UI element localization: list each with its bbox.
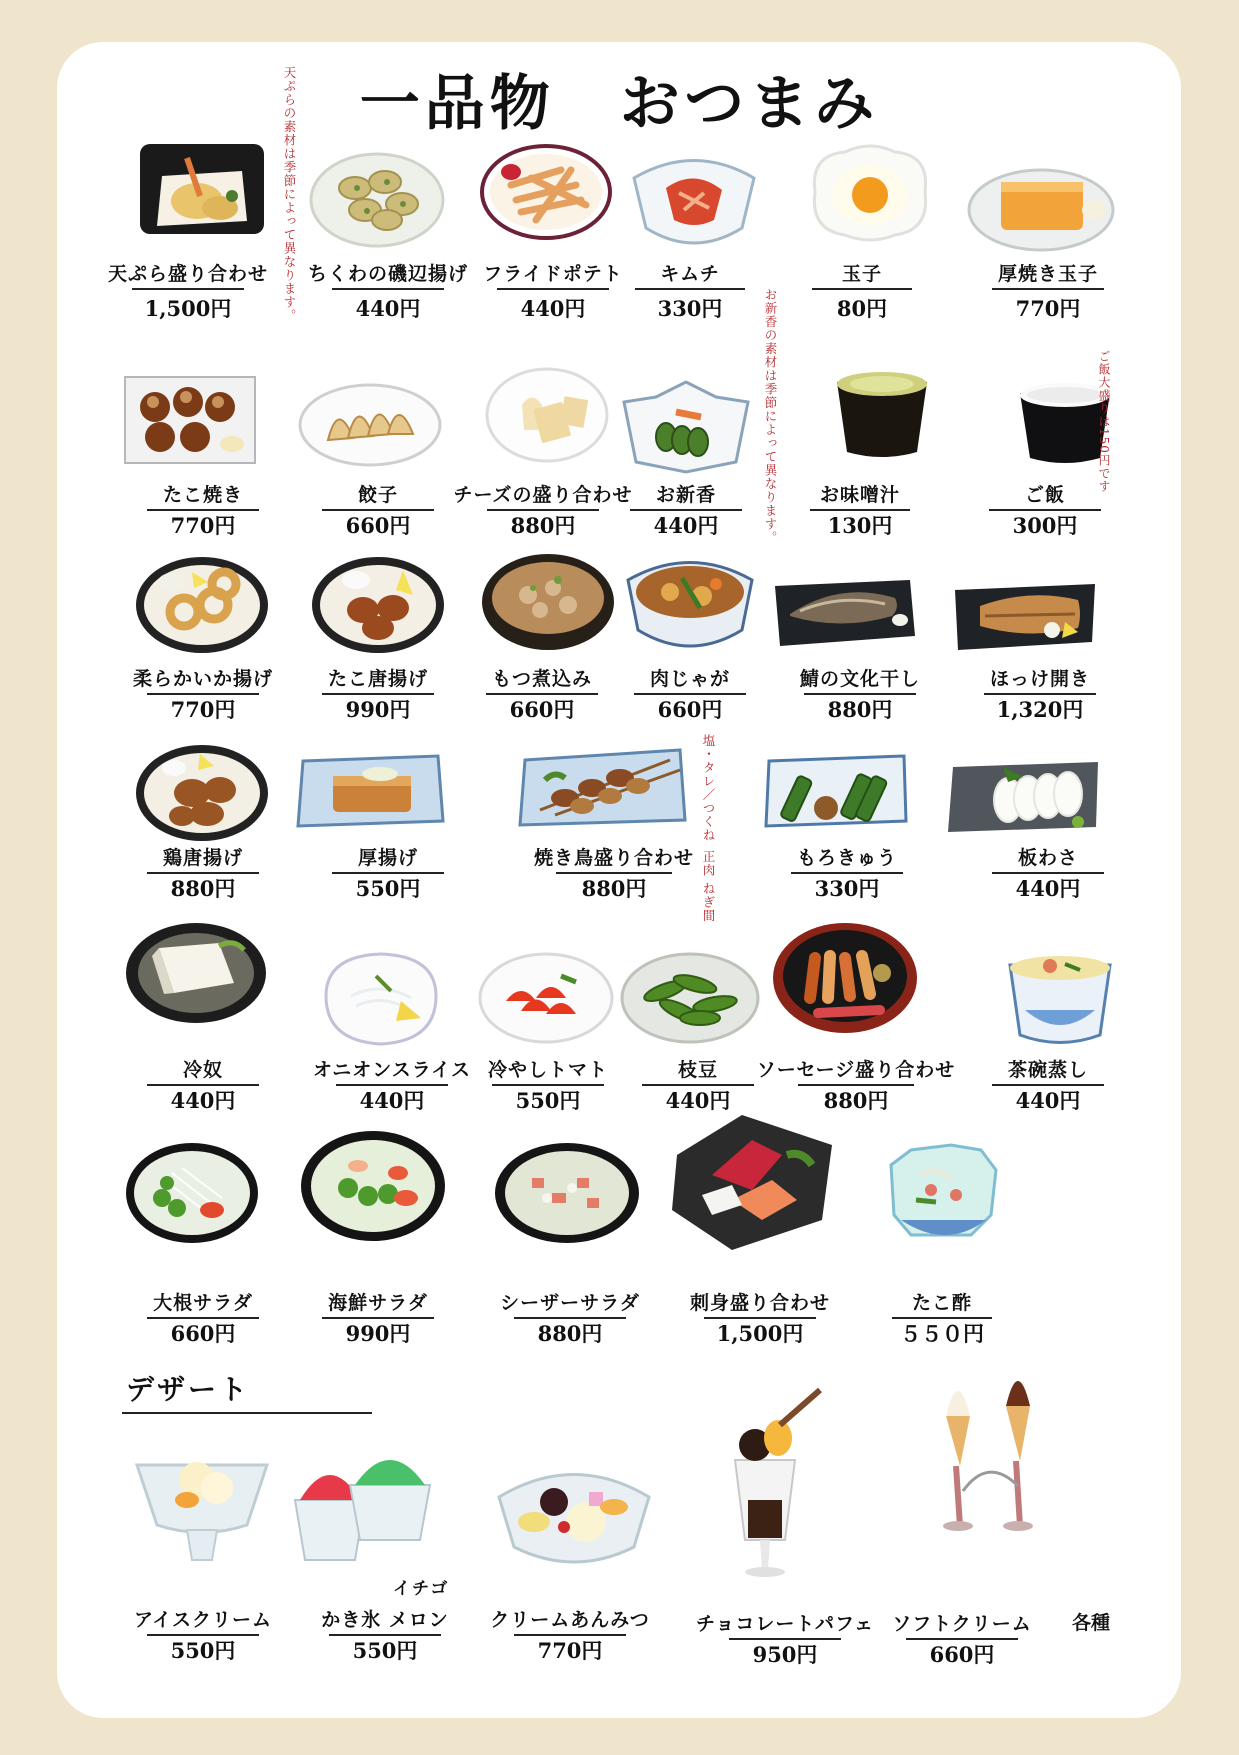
item-price: 990円 — [345, 697, 411, 722]
chilled-tomato-photo — [476, 946, 616, 1056]
item-price: 660円 — [170, 1321, 236, 1346]
saba-photo — [770, 566, 940, 650]
item-price: 440円 — [355, 296, 421, 321]
item-underline — [514, 1634, 626, 1636]
item-price: 550円 — [352, 1638, 418, 1663]
item-name: チョコレートパフェ — [695, 1613, 875, 1635]
item-name: かき氷 メロン — [321, 1609, 449, 1631]
item-price: 330円 — [814, 876, 880, 901]
item-name: 海鮮サラダ — [328, 1292, 428, 1314]
takoyaki-photo — [120, 362, 270, 472]
item-underline — [812, 288, 912, 290]
ice-cream-photo — [132, 1440, 272, 1570]
gyoza-photo — [298, 370, 458, 464]
seafood-salad-photo — [298, 1128, 463, 1258]
item-name: 餃子 — [357, 484, 399, 506]
item-name: 板わさ — [1017, 847, 1079, 869]
item-price: 770円 — [170, 697, 236, 722]
item-price: 880円 — [510, 513, 576, 538]
item-underline — [332, 872, 444, 874]
item-name: 柔らかいか揚げ — [132, 668, 274, 690]
nikujaga-photo — [620, 550, 760, 660]
item-price: 440円 — [665, 1088, 731, 1113]
item-price: 550円 — [170, 1638, 236, 1663]
item-price: 880円 — [170, 876, 236, 901]
item-underline — [322, 1317, 434, 1319]
item-underline — [147, 1634, 259, 1636]
atsuage-photo — [298, 746, 468, 836]
item-price: 440円 — [170, 1088, 236, 1113]
item-underline — [635, 288, 745, 290]
item-underline — [329, 1634, 441, 1636]
item-underline — [642, 1084, 754, 1086]
item-underline — [336, 1084, 448, 1086]
item-name: 大根サラダ — [153, 1292, 253, 1314]
soft-cream-photo — [918, 1376, 1068, 1556]
item-name: キムチ — [660, 263, 720, 285]
item-price: 300円 — [1012, 513, 1078, 538]
item-name: 冷やしトマト — [487, 1059, 609, 1081]
item-price: 950円 — [752, 1642, 818, 1667]
item-price: 130円 — [827, 513, 893, 538]
item-price: 1,500円 — [716, 1321, 804, 1346]
item-price: 880円 — [537, 1321, 603, 1346]
item-name: 鯖の文化干し — [799, 668, 921, 690]
item-name: 厚揚げ — [357, 847, 419, 869]
item-price: 880円 — [827, 697, 893, 722]
item-underline — [147, 872, 259, 874]
rice-photo — [995, 368, 1095, 468]
item-underline — [791, 872, 903, 874]
item-price: ５５０円 — [900, 1321, 984, 1346]
item-name: もつ煮込み — [491, 668, 593, 690]
item-name: ソフトクリーム — [892, 1613, 1032, 1635]
item-underline — [322, 693, 434, 695]
caesar-salad-photo — [492, 1138, 657, 1258]
edamame-photo — [620, 946, 760, 1056]
item-name: チーズの盛り合わせ — [453, 484, 633, 506]
dessert-heading: デザート — [126, 1373, 251, 1406]
item-name: 刺身盛り合わせ — [689, 1292, 831, 1314]
item-price: 440円 — [520, 296, 586, 321]
item-name: クリームあんみつ — [490, 1609, 650, 1631]
item-underline — [147, 693, 259, 695]
fried-squid-photo — [132, 550, 272, 660]
item-underline — [630, 509, 742, 511]
item-name: お新香 — [655, 484, 717, 506]
item-underline — [147, 1317, 259, 1319]
kimchi-photo — [624, 148, 764, 248]
item-underline — [798, 1084, 914, 1086]
fried-octopus-photo — [308, 550, 448, 660]
item-underline — [992, 288, 1104, 290]
kind-label: 各種 — [1072, 1612, 1111, 1634]
parfait-photo — [710, 1390, 830, 1580]
item-name: お味噌汁 — [819, 484, 901, 506]
item-underline — [634, 693, 746, 695]
item-name: ソーセージ盛り合わせ — [756, 1059, 956, 1081]
item-underline — [332, 288, 444, 290]
item-price: 440円 — [653, 513, 719, 538]
item-price: 440円 — [359, 1088, 425, 1113]
item-price: 770円 — [170, 513, 236, 538]
item-price: 440円 — [1015, 1088, 1081, 1113]
item-price: 770円 — [1015, 296, 1081, 321]
item-underline — [514, 1317, 626, 1319]
item-price: 660円 — [509, 697, 575, 722]
item-underline — [989, 509, 1101, 511]
item-underline — [992, 872, 1104, 874]
cheese-photo — [482, 360, 612, 470]
item-underline — [906, 1638, 1018, 1640]
item-price: 550円 — [515, 1088, 581, 1113]
item-underline — [322, 509, 434, 511]
gohan-note: ご飯大盛りは150円です — [1097, 350, 1111, 493]
hiyayakko-photo — [124, 918, 274, 1033]
item-underline — [497, 288, 609, 290]
item-name: ちくわの磯辺揚げ — [307, 263, 469, 285]
oshinko-note: お新香の素材は季節によって異なります。 — [763, 288, 778, 545]
sausage-photo — [770, 918, 940, 1048]
motsuni-photo — [478, 550, 618, 660]
item-name: 冷奴 — [182, 1059, 224, 1081]
item-underline — [147, 1084, 259, 1086]
kakigori-photo — [280, 1440, 460, 1570]
item-price: 550円 — [355, 876, 421, 901]
item-price: 660円 — [657, 697, 723, 722]
item-name: 玉子 — [841, 263, 883, 285]
sashimi-photo — [672, 1110, 837, 1280]
pickles-photo — [616, 372, 766, 468]
miso-soup-photo — [812, 362, 912, 472]
item-price: 770円 — [537, 1638, 603, 1663]
item-price: 880円 — [581, 876, 647, 901]
item-name: 厚焼き玉子 — [997, 263, 1099, 285]
chawanmushi-photo — [990, 940, 1130, 1060]
tamagoyaki-photo — [966, 158, 1116, 242]
tempura-note: 天ぷらの素材は季節によって異なります。 — [282, 66, 297, 323]
item-name: たこ酢 — [911, 1292, 973, 1314]
item-name: たこ唐揚げ — [327, 668, 429, 690]
item-price: 880円 — [823, 1088, 889, 1113]
item-underline — [704, 1317, 816, 1319]
item-price: 660円 — [929, 1642, 995, 1667]
item-underline — [992, 1084, 1104, 1086]
yakitori-note-2: 正肉 — [701, 850, 716, 877]
item-price: 660円 — [345, 513, 411, 538]
item-name: 焼き鳥盛り合わせ — [533, 847, 695, 869]
tempura-photo — [132, 136, 272, 246]
item-underline — [804, 693, 916, 695]
item-underline — [556, 872, 672, 874]
dessert-heading-underline — [122, 1412, 372, 1414]
item-underline — [810, 509, 910, 511]
item-name: 天ぷら盛り合わせ — [107, 263, 269, 285]
item-name: たこ焼き — [162, 484, 244, 506]
hokke-photo — [950, 570, 1120, 654]
item-underline — [492, 1084, 604, 1086]
yakitori-note-3: ねぎ間 — [701, 882, 716, 923]
item-price: 440円 — [1015, 876, 1081, 901]
item-name: ほっけ開き — [989, 668, 1091, 690]
item-price: 1,320円 — [996, 697, 1084, 722]
egg-photo — [800, 140, 940, 250]
yakitori-photo — [520, 740, 695, 840]
item-name: アイスクリーム — [133, 1609, 273, 1631]
item-name: ご飯 — [1024, 484, 1066, 506]
item-name: 鶏唐揚げ — [162, 847, 244, 869]
item-name: 肉じゃが — [649, 668, 731, 690]
tako-su-photo — [876, 1140, 1016, 1260]
daikon-salad-photo — [122, 1138, 262, 1258]
item-name: 茶碗蒸し — [1007, 1059, 1089, 1081]
item-name: オニオンスライス — [313, 1059, 471, 1081]
chikuwa-photo — [307, 148, 447, 248]
ichigo-label: イチゴ — [393, 1579, 450, 1599]
item-name: シーザーサラダ — [500, 1292, 640, 1314]
page-title: 一品物 おつまみ — [359, 69, 880, 139]
item-underline — [132, 288, 244, 290]
onion-slice-photo — [316, 946, 456, 1056]
item-underline — [984, 693, 1096, 695]
item-underline — [147, 509, 259, 511]
itawasa-photo — [948, 752, 1108, 836]
item-price: 990円 — [345, 1321, 411, 1346]
item-price: 330円 — [657, 296, 723, 321]
item-underline — [892, 1317, 992, 1319]
item-price: 80円 — [836, 296, 888, 321]
item-name: もろきゅう — [796, 847, 898, 869]
item-underline — [729, 1638, 841, 1640]
yakitori-note-1: 塩・タレ／つくね — [701, 734, 716, 842]
morokyu-photo — [764, 746, 924, 836]
item-underline — [487, 509, 599, 511]
fries-photo — [476, 140, 616, 250]
item-underline — [486, 693, 598, 695]
anmitsu-photo — [494, 1452, 654, 1582]
item-name: 枝豆 — [677, 1059, 719, 1081]
item-price: 1,500円 — [144, 296, 232, 321]
item-name: フライドポテト — [483, 263, 623, 285]
karaage-photo — [132, 738, 272, 848]
